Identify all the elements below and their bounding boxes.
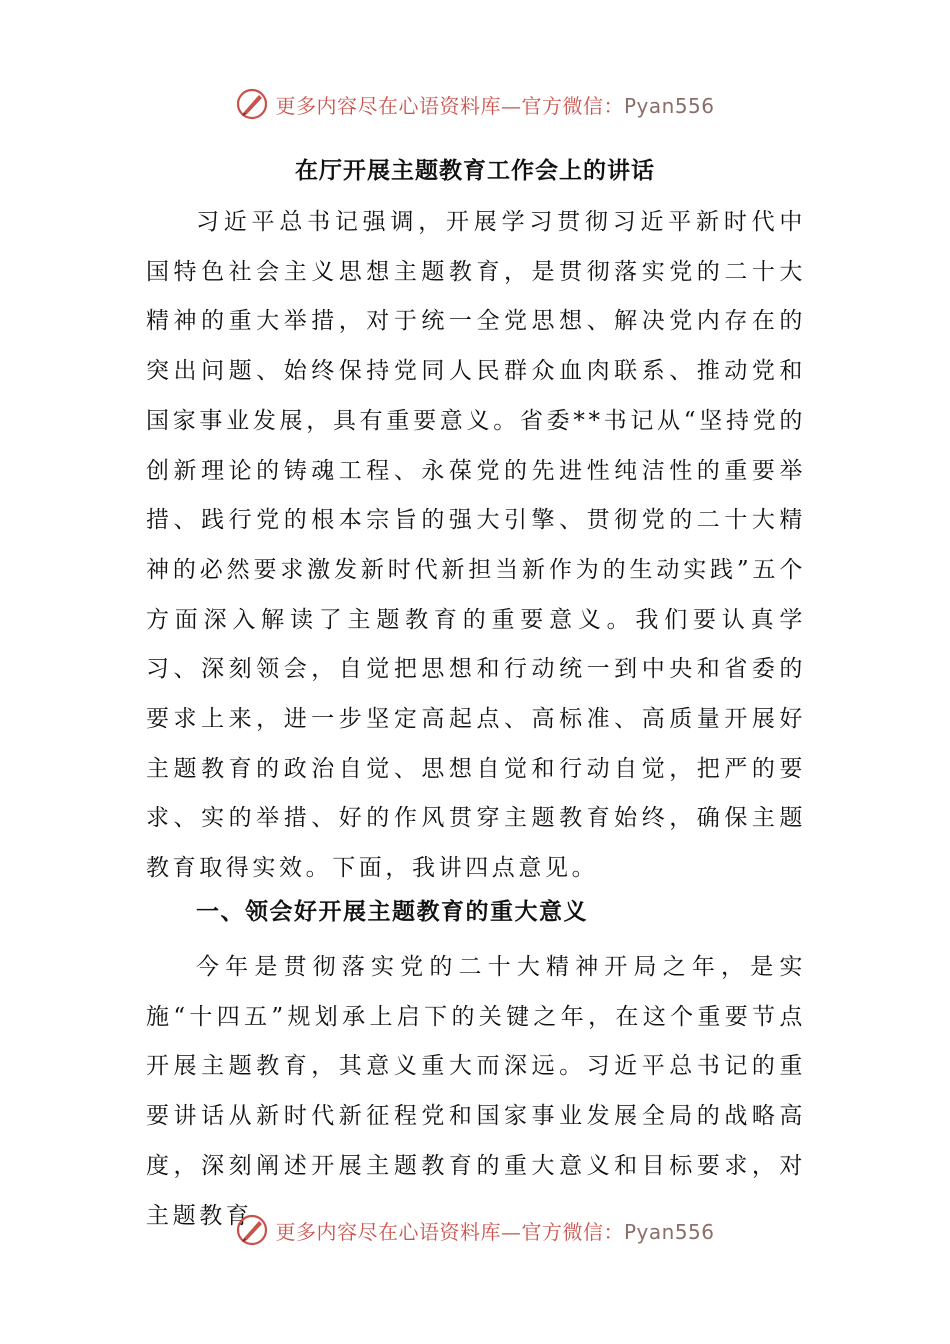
watermark-banner-bottom	[0, 1210, 950, 1250]
wechat-id: Pyan556	[623, 93, 715, 118]
pen-circle-icon	[235, 87, 269, 121]
section-heading: 一、领会好开展主题教育的重大意义	[196, 899, 588, 925]
watermark-text: 更多内容尽在心语资料库—官方微信：Pyan556	[275, 93, 715, 118]
pen-circle-icon	[235, 1213, 269, 1247]
document-title: 在厅开展主题教育工作会上的讲话	[295, 158, 655, 184]
watermark-banner-top	[0, 84, 950, 124]
watermark-text: 更多内容尽在心语资料库—官方微信：Pyan556	[275, 1219, 715, 1244]
wechat-id: Pyan556	[623, 1219, 715, 1244]
paragraph: 习近平总书记强调，开展学习贯彻习近平新时代中国特色社会主义思想主题教育，是贯彻落实党的二十大精神的重大举措，对于统一全党思想、解决党内存在的突出问题、始终保持党同人民群众血肉联系、推动党和国家事业发展，具有重要意义。省委**书记从“坚持党的创新理论的铸魂工程、永葆党的先进性纯洁性的重要举措、践行党的根本宗旨的强大引擎、贯彻党的二十大精神的必然要求激发新时代新担当新作为的生动实践”五个方面深入解读了主题教育的重要意义。我们要认真学习、深刻领会，自觉把思想和行动统一到中央和省委的要求上来，进一步坚定高起点、高标准、高质量开展好主题教育的政治自觉、思想自觉和行动自觉，把严的要求、实的举措、好的作风贯穿主题教育始终，确保主题教育取得实效。下面，我讲四点意见。	[146, 209, 806, 882]
paragraph: 今年是贯彻落实党的二十大精神开局之年，是实施“十四五”规划承上启下的关键之年，在这个重要节点开展主题教育，其意义重大而深远。习近平总书记的重要讲话从新时代新征程党和国家事业发展全局的战略高度，深刻阐述开展主题教育的重大意义和目标要求，对主题教育	[146, 954, 806, 1229]
